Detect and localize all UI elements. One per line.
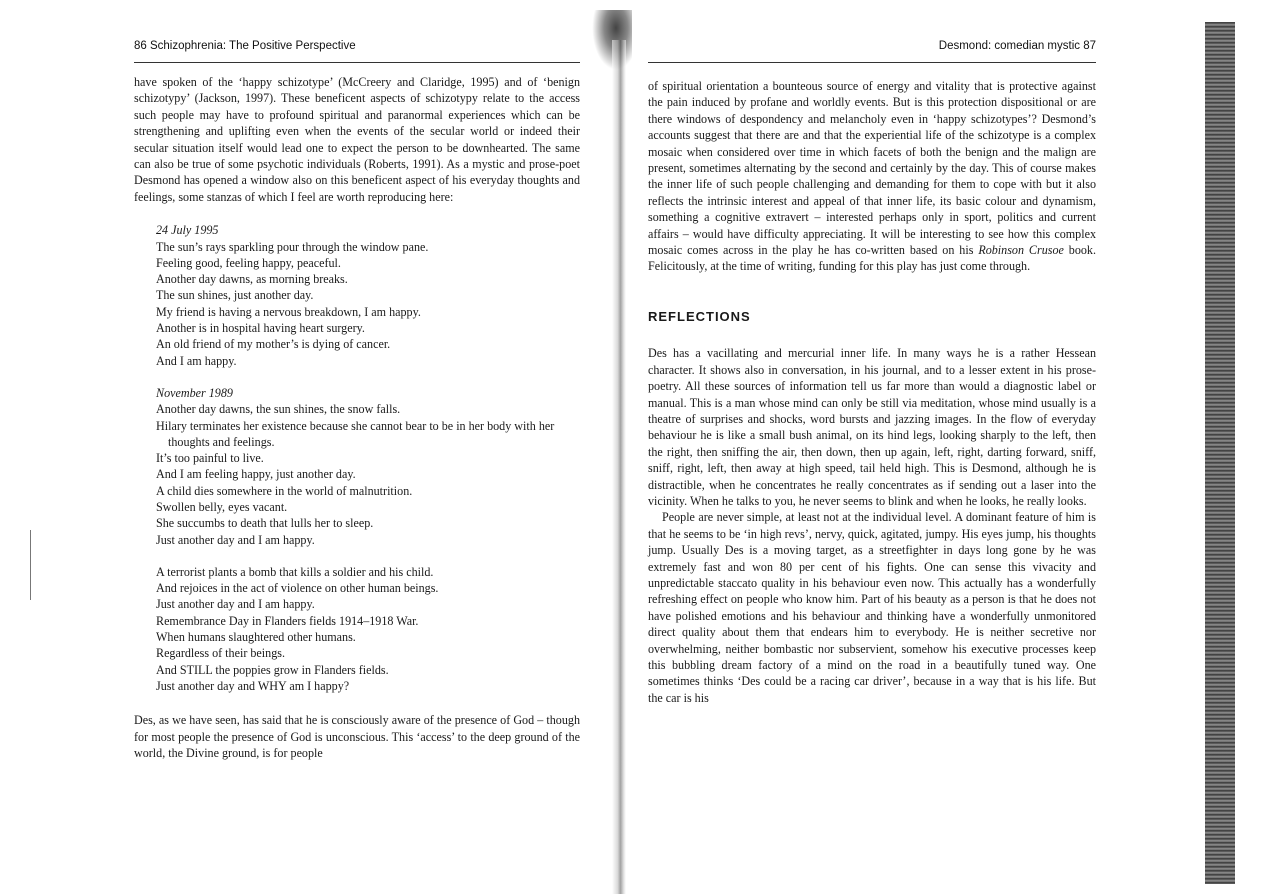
poem-line: When humans slaughtered other humans. [156,630,356,645]
poem-date: November 1989 [156,385,233,400]
poem-line: A terrorist plants a bomb that kills a soldier and his child. [156,564,434,579]
right-page [648,0,1096,894]
right-body [648,78,1096,706]
poem-line: And I am happy. [156,353,237,368]
poem-stanza-2 [156,385,580,548]
poem-line: A child dies somewhere in the world of malnutrition. [156,483,413,498]
poem-line: Another day dawns, the sun shines, the snow falls. [156,402,401,417]
poem-line: And STILL the poppies grow in Flanders fields. [156,662,389,677]
page-edge-right [1205,22,1235,884]
continuation-paragraph [648,78,1096,275]
gutter-shadow [612,40,626,894]
left-header-rule [134,62,580,63]
poem-line: It’s too painful to live. [156,451,264,466]
paragraph-text: book. Felicitously, at the time of writing, funding for this play has just come through. [648,243,1096,274]
right-header-rule [648,62,1096,63]
poem-line: She succumbs to death that lulls her to sleep. [156,516,374,531]
poem-line: My friend is having a nervous breakdown, I am happy. [156,304,421,319]
poem-line: Remembrance Day in Flanders fields 1914–1918 War. [156,613,419,628]
poem-line: An old friend of my mother’s is dying of cancer. [156,337,391,352]
margin-mark [30,530,31,600]
poem-line: Regardless of their beings. [156,646,285,661]
poem-date: 24 July 1995 [156,223,219,238]
poem-line: The sun shines, just another day. [156,288,314,303]
poem-line: Feeling good, feeling happy, peaceful. [156,255,341,270]
poem-line: And rejoices in the act of violence on other human beings. [156,581,439,596]
poem-line: Just another day and I am happy. [156,597,315,612]
left-body [134,74,580,761]
right-running-header: Desmond: comedian mystic 87 [938,40,1096,52]
closing-paragraph: Des, as we have seen, has said that he is consciously aware of the presence of God – though for most people the presence of God is unconscious. This ‘access’ to the deep ground of the world, the Divine ground, is for people [134,713,580,761]
book-title: Robinson Crusoe [978,243,1064,258]
poem-stanza-3 [156,564,580,694]
intro-paragraph: have spoken of the ‘happy schizotype’ (McCreery and Claridge, 1995) and of ‘benign schizotypy’ (Jackson, 1997). These beneficent aspects of schizotypy relate to the access such people may have to profound spiritual and paranormal experiences which can be strengthening and uplifting even when the events of the secular world or indeed their secular situation itself would lead one to expect the person to be downhearted. The same can also be true of some psychotic individuals (Roberts, 1991). As a mystic and prose-poet Desmond has opened a window also on this beneficent aspect of his everyday thoughts and feelings, some stanzas of which I feel are worth reproducing here: [134,75,580,204]
poem-line: The sun’s rays sparkling pour through the window pane. [156,239,429,254]
left-page [134,0,580,894]
poem-line: Another day dawns, as morning breaks. [156,272,348,287]
poem-line: Just another day and WHY am I happy? [156,678,350,693]
poem [156,222,580,694]
book-gutter [592,10,642,894]
poem-line: Hilary terminates her existence because she cannot bear to be in her body with her thoughts and feelings. [156,418,555,449]
left-running-header: 86 Schizophrenia: The Positive Perspective [134,40,356,52]
paragraph-text: of spiritual orientation a bounteous source of energy and vitality that is protective against the pain induced by profane and worldly events. But is this protection dispositional or are there windows of despondency and melancholy even in ‘happy schizotypes’? Desmond’s accounts suggest that there are and that the experiential life of the schizotype is a complex mosaic when considered over time in which facets of both the benign and the malign are present, sometimes alternating by the second and certainly by the day. This of course makes the inner life of such people challenging and demanding for them to cope with but it also reflects the intrinsic interest and appeal of that inner life, its basic colour and dynamism, something a cognitive extravert – interested perhaps only in sport, politics and current affairs – would have difficulty appreciating. It will be interesting to see how this complex mosaic comes across in the play he has co-written based on his [648,79,1096,258]
poem-line: And I am feeling happy, just another day. [156,467,356,482]
poem-line: Just another day and I am happy. [156,532,315,547]
poem-line: Swollen belly, eyes vacant. [156,500,288,514]
section-heading: REFLECTIONS [648,308,751,324]
reflections-paragraph-2: People are never simple, at least not at the individual level. A dominant feature of him is that he seems to be ‘in high revs’, nervy, quick, agitated, jumpy. His eyes jump, his thoughts jump. Usually Des is a moving target, as a streetfighter in days long gone by he was extremely fast and won 80 per cent of his fights. One can sense this vivacity and unpredictable staccato quality in his behaviour even now. This actually has a wonderfully refreshing effect on people who know him. Part of his beauty as a person is that he does not have polished emotions and his behaviour and thinking have a wonderfully unmonitored direct quality about them that endears him to everybody. He is neither secretive nor overwhelming, neither bombastic nor subservient, somehow his executive processes keep this bubbling dream factory of a mind on the road in a beautifully tuned way. One sometimes thinks ‘Des could be a racing car driver’, because in a way that is his life. But the car is his [648,510,1096,705]
reflections-paragraph-1: Des has a vacillating and mercurial inner life. In many ways he is a rather Hessean character. It shows also in conversation, in his journal, and to a lesser extent in his prose-poetry. All these sources of information tell us far more than would a diagnostic label or manual. This is a man whose mind can only be still via meditation, whose mind usually is a theatre of surprises and shocks, word bursts and jazzing images. In the flow of everyday behaviour he is like a small bush animal, on its hind legs, looking sharply to the left, then the right, then sniffing the air, then down, then up again, left, right, darting forward, sniff, sniff, right, left, then away at high speed, tail held high. This is Desmond, although he is distractible, when he concentrates he really concentrates as if sending out a laser into the vicinity. When he talks to you, he never seems to blink and when he looks, he really looks. [648,346,1096,508]
poem-stanza-1 [156,222,580,369]
poem-line: Another is in hospital having heart surgery. [156,321,365,336]
